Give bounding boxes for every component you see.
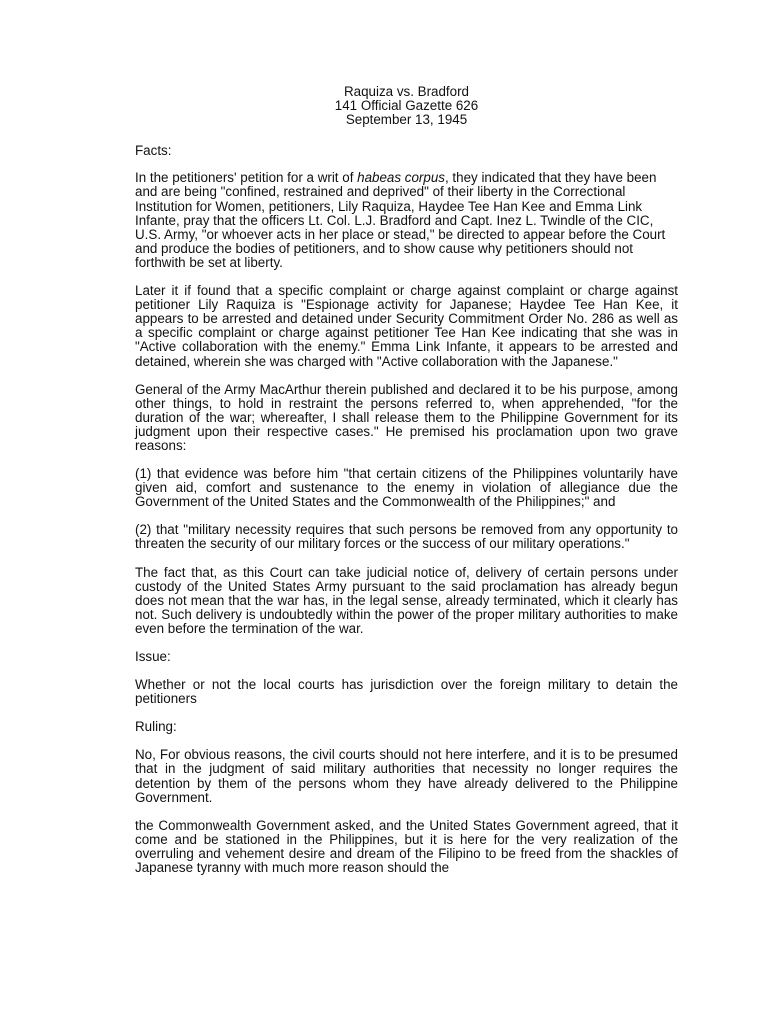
reason-one-paragraph: (1) that evidence was before him "that certain citizens of the Philippines voluntarily have given aid, comfort and sustenance to the enemy in violation of allegiance due the Government of the United States and the Commonwealth of the Philippines;" and bbox=[135, 466, 678, 510]
document-body bbox=[135, 85, 678, 875]
ruling-paragraph-1: No, For obvious reasons, the civil courts should not here interfere, and it is to be presumed that in the judgment of said military authorities that necessity no longer requires the detention by them of the persons whom they have already delivered to the Philippine Government. bbox=[135, 747, 678, 805]
case-title: Raquiza vs. Bradford bbox=[343, 84, 470, 99]
case-citation: 141 Official Gazette 626 bbox=[334, 98, 479, 114]
reason-two-paragraph: (2) that "military necessity requires that such persons be removed from any opportunity to threaten the security of our military forces or the success of our military operations." bbox=[135, 522, 678, 552]
facts-paragraph-1-start: In the petitioners' petition for a writ of bbox=[135, 170, 358, 186]
facts-heading: Facts: bbox=[135, 143, 172, 159]
ruling-paragraph-2: the Commonwealth Government asked, and the United States Government agreed, that it come and be stationed in the Philippines, but it is here for the very realization of the overruling and vehement desire and dream of the Filipino to be freed from the shackles of Japanese tyranny with much more reason should the bbox=[135, 817, 678, 876]
case-header bbox=[135, 85, 678, 127]
ruling-heading: Ruling: bbox=[135, 719, 177, 735]
facts-paragraph-1 bbox=[135, 171, 678, 270]
facts-paragraph-2: Later it if found that a specific complaint or charge against complaint or charge against petitioner Lily Raquiza is "Espionage activity for Japanese; Haydee Tee Han Kee, it appears to be arrested and detained under Security Commitment Order No. 286 as well as a specific complaint or charge against petitioner Tee Han Kee indicating that she was in "Active collaboration with the enemy." Emma Link Infante, it appears to be arrested and detained, wherein she was charged with "Active collaboration with the Japanese." bbox=[135, 283, 678, 369]
issue-heading: Issue: bbox=[135, 649, 171, 664]
habeas-corpus-term: habeas corpus bbox=[357, 170, 445, 186]
case-date: September 13, 1945 bbox=[345, 112, 468, 128]
facts-paragraph-1-rest: , they indicated that they have been and are being "confined, restrained and deprived" of their liberty in the Correctional Institution for Women, petitioners, Lily Raquiza, Haydee Tee Han Kee and Emma Link Infante, pray that the officers Lt. Col. L.J. Bradford and Capt. Inez L. Twindle of the CIC, U.S. Army, "or whoever acts in her place or stead," be directed to appear before the Court and produce the bodies of petitioners, and to show cause why petitioners should not forthwith be set at liberty. bbox=[135, 170, 666, 270]
issue-paragraph: Whether or not the local courts has jurisdiction over the foreign military to detain the petitioners bbox=[135, 677, 678, 707]
facts-paragraph-3: General of the Army MacArthur therein published and declared it to be his purpose, among other things, to hold in restraint the persons referred to, when apprehended, "for the duration of the war; whereafter, I shall release them to the Philippine Government for its judgment upon their respective cases." He premised his proclamation upon two grave reasons: bbox=[135, 381, 678, 453]
facts-paragraph-6: The fact that, as this Court can take judicial notice of, delivery of certain persons under custody of the United States Army pursuant to the said proclamation has already begun does not mean that the war has, in the legal sense, already terminated, which it clearly has not. Such delivery is undoubtedly within the power of the proper military authorities to make even before the termination of the war. bbox=[135, 564, 678, 636]
